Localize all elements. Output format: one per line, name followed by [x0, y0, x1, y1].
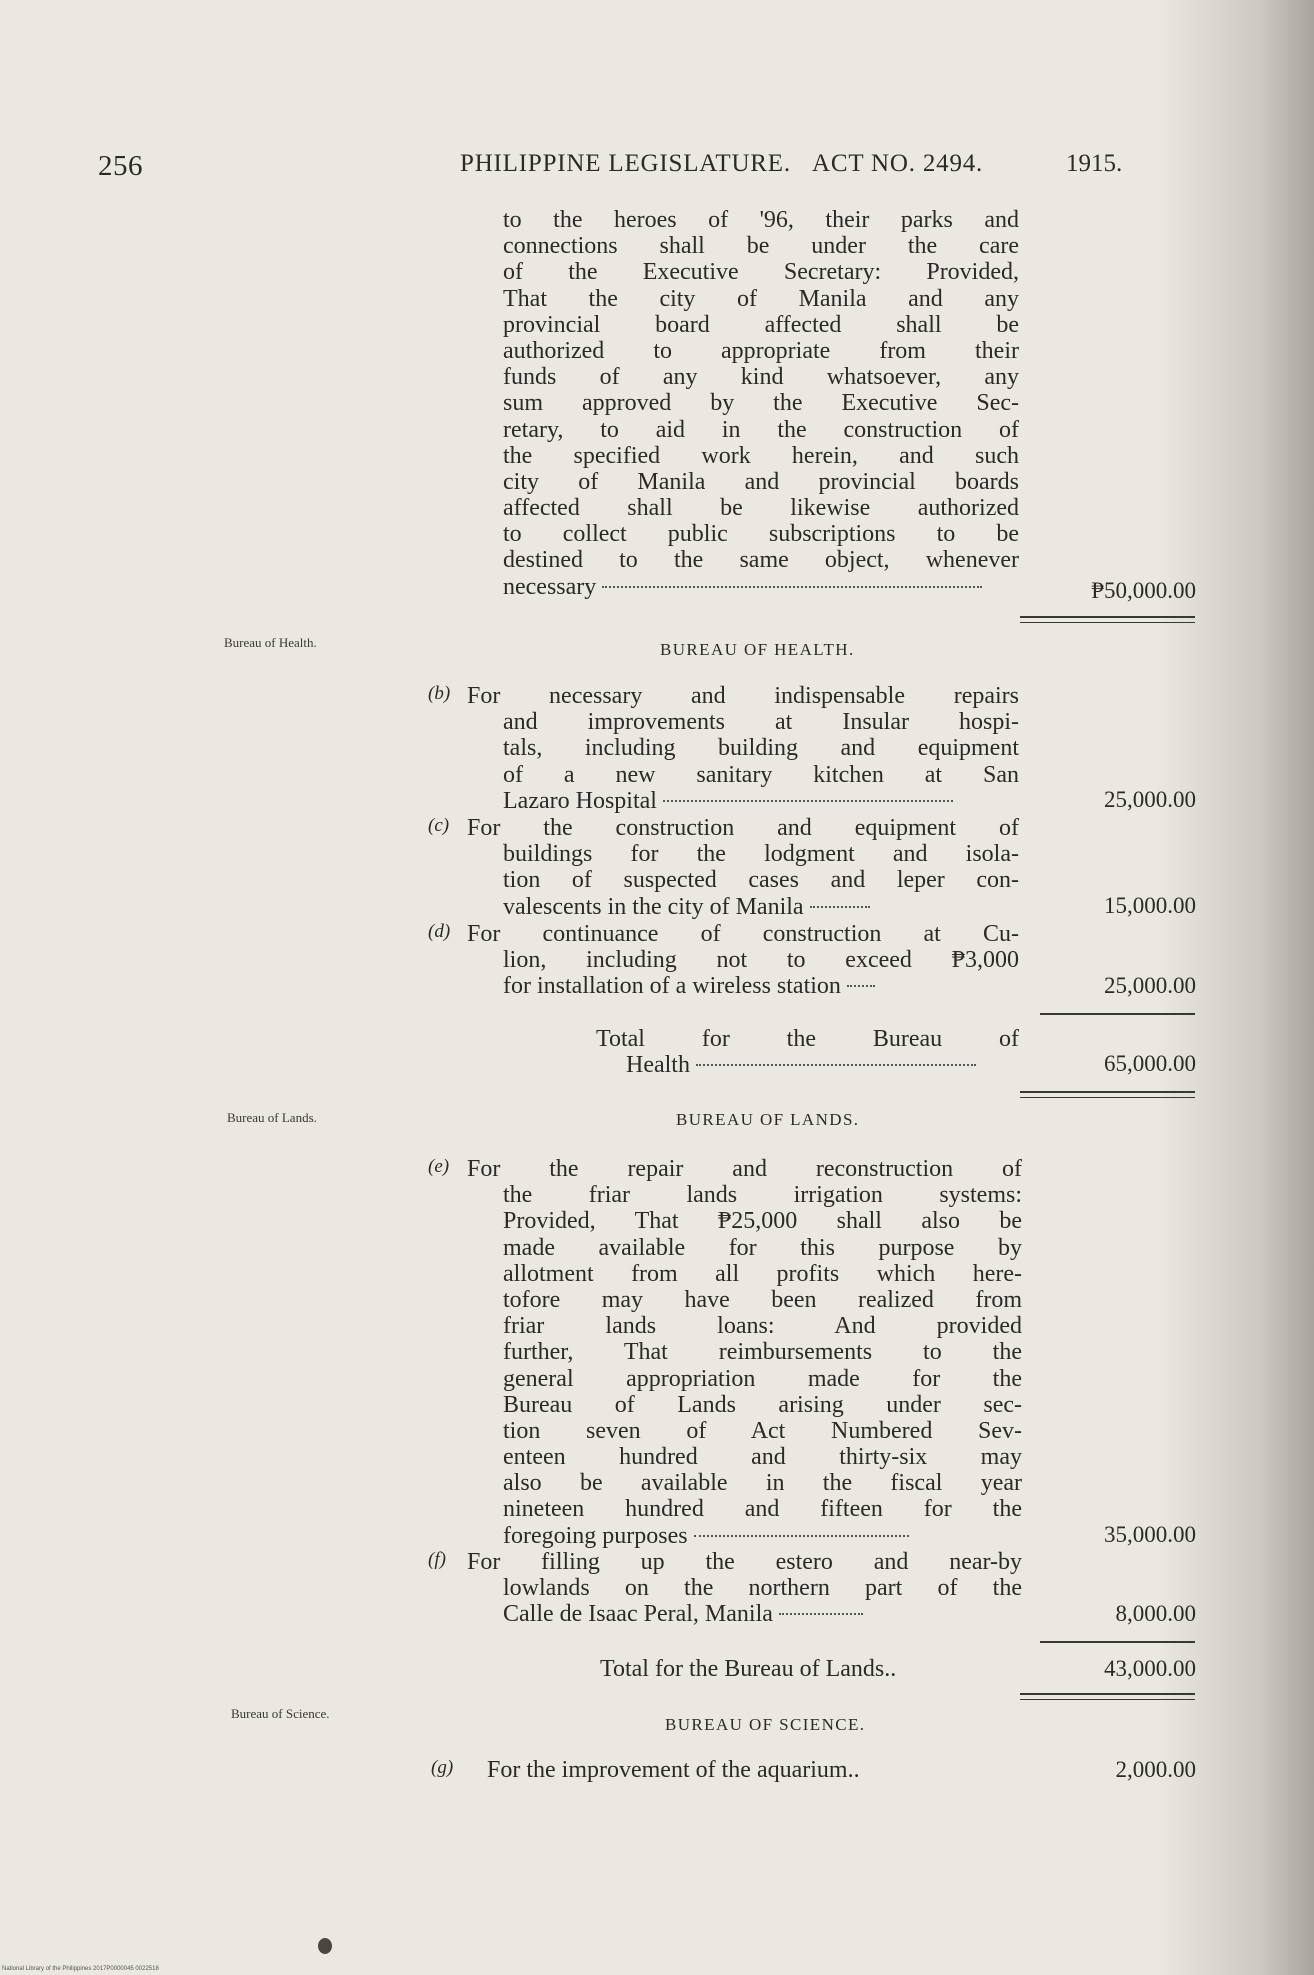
- text-line: tofore may have been realized from: [503, 1286, 1022, 1313]
- running-year: 1915.: [1066, 150, 1123, 177]
- item-e: [467, 1156, 1022, 1549]
- item-b: [467, 683, 1019, 814]
- text-line: of the Executive Secretary: Provided,: [503, 259, 1019, 286]
- total-line: Health: [626, 1052, 1019, 1078]
- side-note-science: Bureau of Science.: [231, 1706, 330, 1721]
- text-line: tals, including building and equipment: [503, 735, 1019, 762]
- text-line: funds of any kind whatsoever, any: [503, 364, 1019, 391]
- text-line: to the heroes of '96, their parks and: [503, 207, 1019, 233]
- text-line: lowlands on the northern part of the: [503, 1575, 1022, 1602]
- text-line: to collect public subscriptions to be: [503, 521, 1019, 548]
- section-heading-health: BUREAU OF HEALTH.: [660, 640, 855, 659]
- dot-leader: [779, 1613, 863, 1615]
- ink-blot: [318, 1938, 332, 1954]
- act-number: ACT NO. 2494.: [812, 150, 984, 177]
- amount: 15,000.00: [1104, 893, 1196, 918]
- item-c: [467, 815, 1019, 920]
- double-rule: [1020, 1693, 1195, 1700]
- text-line: affected shall be likewise authorized: [503, 495, 1019, 522]
- amount: 35,000.00: [1104, 1522, 1196, 1547]
- text-line: foregoing purposes: [503, 1523, 1022, 1549]
- text-line: enteen hundred and thirty-six may: [503, 1444, 1022, 1471]
- side-note-lands: Bureau of Lands.: [227, 1110, 317, 1125]
- total-line: Total for the Bureau of: [596, 1026, 1019, 1052]
- item-d: [467, 921, 1019, 1000]
- legislature-title: PHILIPPINE LEGISLATURE.: [460, 150, 791, 177]
- text-line: For filling up the estero and near-by: [467, 1549, 1022, 1575]
- text-line: For continuance of construction at Cu-: [467, 921, 1019, 947]
- text-line: nineteen hundred and fifteen for the: [503, 1496, 1022, 1523]
- text-line: authorized to appropriate from their: [503, 337, 1019, 364]
- text-line: Calle de Isaac Peral, Manila: [503, 1601, 1022, 1627]
- health-total: [596, 1026, 1019, 1078]
- text-line: For necessary and indispensable repairs: [467, 683, 1019, 709]
- library-credit: National Library of the Philippines 2017P0000045 0022518: [2, 1966, 159, 1972]
- double-rule: [1020, 1091, 1195, 1098]
- text-line: For the repair and reconstruction of: [467, 1156, 1022, 1182]
- text-line: Bureau of Lands arising under sec-: [503, 1391, 1022, 1418]
- text-line: allotment from all profits which here-: [503, 1260, 1022, 1287]
- item-label: (c): [428, 815, 450, 836]
- text-line: and improvements at Insular hospi-: [503, 709, 1019, 736]
- text-line: made available for this purpose by: [503, 1234, 1022, 1261]
- running-head: [460, 150, 983, 178]
- text-line: For the construction and equipment of: [467, 815, 1019, 841]
- text-line: lion, including not to exceed ₱3,000: [503, 947, 1019, 974]
- text-line: friar lands loans: And provided: [503, 1313, 1022, 1340]
- lands-total: Total for the Bureau of Lands..: [600, 1656, 897, 1682]
- text-line: valescents in the city of Manila: [503, 894, 1019, 920]
- text-line: provincial board affected shall be: [503, 311, 1019, 338]
- text-line: city of Manila and provincial boards: [503, 468, 1019, 495]
- double-rule: [1020, 616, 1195, 623]
- dot-leader: [663, 800, 953, 802]
- text-line: Provided, That ₱25,000 shall also be: [503, 1208, 1022, 1235]
- item-g: For the improvement of the aquarium..: [487, 1757, 860, 1783]
- amount: 25,000.00: [1104, 787, 1196, 812]
- dot-leader: [694, 1535, 909, 1537]
- section-heading-science: BUREAU OF SCIENCE.: [665, 1715, 866, 1734]
- text-line: the friar lands irrigation systems:: [503, 1182, 1022, 1209]
- text-line: tion seven of Act Numbered Sev-: [503, 1417, 1022, 1444]
- text-line: That the city of Manila and any: [503, 285, 1019, 312]
- intro-paragraph: [503, 207, 1019, 600]
- amount: ₱50,000.00: [1091, 578, 1196, 603]
- text-line: for installation of a wireless station: [503, 973, 1019, 999]
- dot-leader: [696, 1064, 976, 1066]
- item-label: (g): [431, 1757, 454, 1778]
- text-line: connections shall be under the care: [503, 233, 1019, 260]
- amount: 25,000.00: [1104, 973, 1196, 998]
- text-line: Lazaro Hospital: [503, 788, 1019, 814]
- rule: [1040, 1641, 1195, 1643]
- text-line: sum approved by the Executive Sec-: [503, 390, 1019, 417]
- text-line: tion of suspected cases and leper con-: [503, 867, 1019, 894]
- dot-leader: [810, 906, 870, 908]
- dot-leader: [602, 586, 982, 588]
- amount: 8,000.00: [1115, 1601, 1196, 1626]
- text-line: buildings for the lodgment and isola-: [503, 841, 1019, 868]
- item-f: [467, 1549, 1022, 1628]
- total-amount: 43,000.00: [1104, 1656, 1196, 1681]
- item-label: (f): [428, 1549, 446, 1570]
- text-line: necessary: [503, 574, 1019, 600]
- page-number: 256: [98, 150, 143, 182]
- text-line: of a new sanitary kitchen at San: [503, 761, 1019, 788]
- text-line: also be available in the fiscal year: [503, 1470, 1022, 1497]
- text-line: retary, to aid in the construction of: [503, 416, 1019, 443]
- amount: 2,000.00: [1115, 1757, 1196, 1782]
- rule: [1040, 1013, 1195, 1015]
- side-note-health: Bureau of Health.: [224, 635, 317, 650]
- item-label: (d): [428, 921, 451, 942]
- dot-leader: [847, 985, 875, 987]
- text-line: the specified work herein, and such: [503, 442, 1019, 469]
- total-amount: 65,000.00: [1104, 1051, 1196, 1076]
- text-line: further, That reimbursements to the: [503, 1339, 1022, 1366]
- item-label: (b): [428, 683, 451, 704]
- section-heading-lands: BUREAU OF LANDS.: [676, 1110, 860, 1129]
- item-label: (e): [428, 1156, 450, 1177]
- text-line: general appropriation made for the: [503, 1365, 1022, 1392]
- text-line: destined to the same object, whenever: [503, 547, 1019, 574]
